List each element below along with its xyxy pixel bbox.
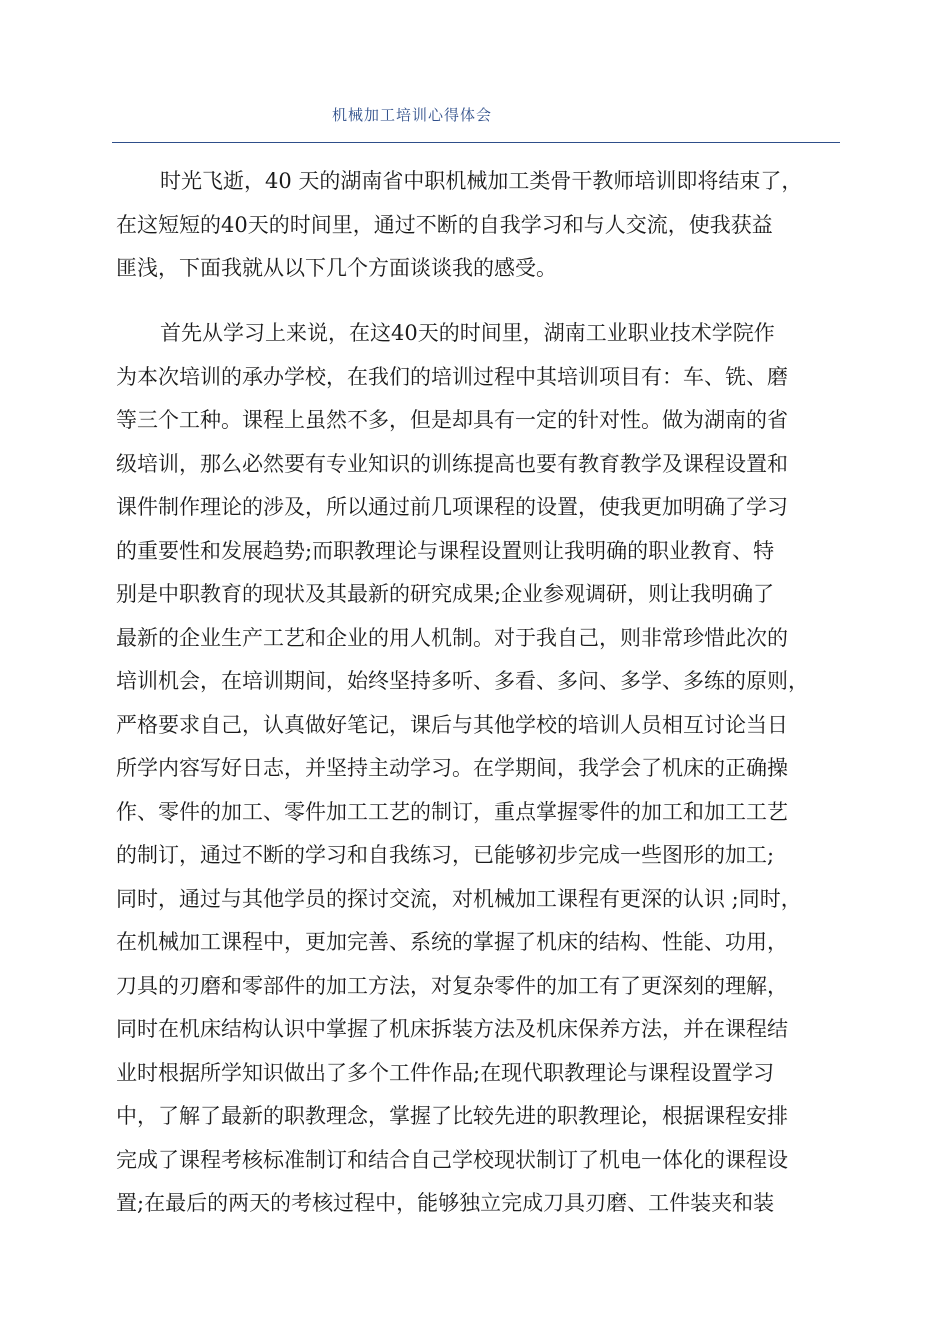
paragraph-line: 所学内容写好日志，并坚持主动学习。在学期间，我学会了机床的正确操 xyxy=(116,756,788,780)
paragraph-line: 中，了解了最新的职教理念，掌握了比较先进的职教理论，根据课程安排 xyxy=(116,1104,788,1128)
paragraph-study xyxy=(116,312,852,1226)
paragraph-line: 别是中职教育的现状及其最新的研究成果;企业参观调研，则让我明确了 xyxy=(116,582,775,606)
paragraph-line: 作、零件的加工、零件加工工艺的制订，重点掌握零件的加工和加工工艺 xyxy=(116,799,788,824)
paragraph-line: 最新的企业生产工艺和企业的用人机制。对于我自己，则非常珍惜此次的 xyxy=(116,625,788,650)
paragraph-line: 完成了课程考核标准制订和结合自己学校现状制订了机电一体化的课程设 xyxy=(116,1147,788,1172)
paragraph-line: 在机械加工课程中，更加完善、系统的掌握了机床的结构、性能、功用， xyxy=(116,930,788,954)
paragraph-line: 业时根据所学知识做出了多个工件作品;在现代职教理论与课程设置学习 xyxy=(116,1060,775,1085)
paragraph-line: 严格要求自己，认真做好笔记，课后与其他学校的培训人员相互讨论当日 xyxy=(116,712,788,737)
paragraph-line: 的重要性和发展趋势;而职教理论与课程设置则让我明确的职业教育、特 xyxy=(116,538,775,563)
paragraph-intro xyxy=(116,160,852,291)
paragraph-line: 为本次培训的承办学校，在我们的培训过程中其培训项目有：车、铣、磨 xyxy=(116,364,788,389)
header-divider xyxy=(112,142,840,143)
paragraph-line: 首先从学习上来说，在这40天的时间里，湖南工业职业技术学院作 xyxy=(160,321,775,345)
paragraph-line: 匪浅，下面我就从以下几个方面谈谈我的感受。 xyxy=(116,256,557,280)
paragraph-line: 等三个工种。课程上虽然不多，但是却具有一定的针对性。做为湖南的省 xyxy=(116,408,788,432)
paragraph-line: 同时，通过与其他学员的探讨交流，对机械加工课程有更深的认识 ;同时， xyxy=(116,886,802,911)
paragraph-line: 的制订，通过不断的学习和自我练习，已能够初步完成一些图形的加工; xyxy=(116,843,775,867)
paragraph-line: 刀具的刃磨和零部件的加工方法，对复杂零件的加工有了更深刻的理解， xyxy=(116,973,788,998)
paragraph-line: 同时在机床结构认识中掌握了机床拆装方法及机床保养方法，并在课程结 xyxy=(116,1017,788,1041)
paragraph-line: 在这短短的40天的时间里，通过不断的自我学习和与人交流，使我获益 xyxy=(116,212,773,237)
paragraph-line: 置;在最后的两天的考核过程中，能够独立完成刀具刃磨、工件装夹和装 xyxy=(116,1191,775,1215)
paragraph-line: 时光飞逝，40 天的湖南省中职机械加工类骨干教师培训即将结束了， xyxy=(160,169,803,193)
paragraph-line: 培训机会，在培训期间，始终坚持多听、多看、多问、多学、多练的原则， xyxy=(116,669,809,693)
paragraph-line: 课件制作理论的涉及，所以通过前几项课程的设置，使我更加明确了学习 xyxy=(116,495,788,519)
document-header-title: 机械加工培训心得体会 xyxy=(332,106,493,124)
paragraph-line: 级培训，那么必然要有专业知识的训练提高也要有教育教学及课程设置和 xyxy=(116,451,788,476)
